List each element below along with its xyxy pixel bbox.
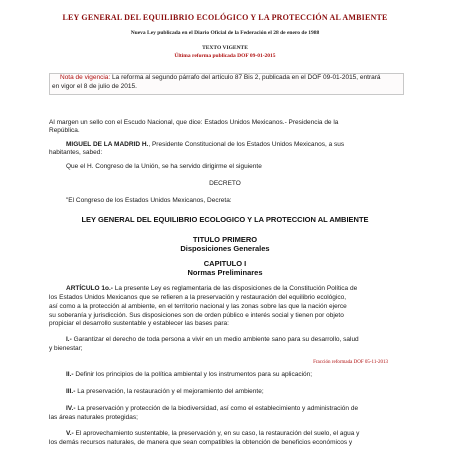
fraction-iii: III.- La preservación, la restauración y el mejoramiento del ambiente; (66, 388, 264, 395)
validity-note-label: Nota de vigencia: (60, 74, 111, 81)
fraction-ii: II.- Definir los principios de la política ambiental y los instrumentos para su aplicación; (66, 371, 313, 378)
article-1-line2: los Estados Unidos Mexicanos que se refieren a la preservación y restauración del equilibrio ecológico, (49, 294, 346, 301)
president-line2: habitantes, sabed: (49, 149, 103, 156)
decree-line: "El Congreso de los Estados Unidos Mexicanos, Decreta: (66, 197, 232, 204)
law-heading: LEY GENERAL DEL EQUILIBRIO ECOLOGICO Y LA PROTECCION AL AMBIENTE (81, 215, 369, 224)
titulo-heading: TITULO PRIMERO (192, 235, 258, 244)
capitulo-heading: CAPITULO I (203, 259, 247, 268)
texto-vigente: TEXTO VIGENTE (202, 45, 248, 51)
seal-line2: República. (49, 127, 80, 134)
fraction-iv-label: IV.- (66, 405, 76, 412)
president-name: MIGUEL DE LA MADRID H. (66, 141, 149, 148)
congress-line: Que el H. Congreso de la Unión, se ha servido dirigirme el siguiente (66, 163, 262, 170)
fraction-ii-label: II.- (66, 371, 74, 378)
fraction-v-line1: V.- El aprovechamiento sustentable, la preservación y, en su caso, la restauración del suelo, el agua y (66, 430, 360, 437)
fraction-i-line2: y bienestar; (49, 345, 83, 352)
validity-note-line2: en vigor el 8 de julio de 2015. (52, 83, 137, 90)
fraction-v-label: V.- (66, 430, 74, 437)
fraction-iv-line2: las áreas naturales protegidas; (49, 414, 138, 421)
fraction-v-line2: los demás recursos naturales, de manera que sean compatibles la obtención de beneficios económicos y (49, 439, 353, 446)
article-1-line3: así como a la protección al ambiente, en el territorio nacional y las zonas sobre las que la nación ejerce (49, 303, 347, 310)
decreto-heading: DECRETO (209, 180, 241, 187)
last-reform: Última reforma publicada DOF 09-01-2015 (174, 53, 276, 59)
article-1-line1: ARTÍCULO 1o.- La presente Ley es reglamentaria de las disposiciones de la Constitución Política de (66, 285, 358, 292)
article-1-line4: su soberanía y jurisdicción. Sus disposiciones son de orden público e interés social y tienen por objeto (49, 312, 344, 319)
president-line1: MIGUEL DE LA MADRID H., Presidente Constitucional de los Estados Unidos Mexicanos, a sus (66, 141, 345, 148)
fraction-i-label: I.- (66, 336, 72, 343)
capitulo-subheading: Normas Preliminares (187, 268, 263, 277)
validity-note-line1: Nota de vigencia: La reforma al segundo párrafo del artículo 87 Bis 2, publicada en el DOF 09-01-2015, entrará (60, 74, 381, 81)
fraction-iii-label: III.- (66, 388, 76, 395)
fraction-i-line1: I.- Garantizar el derecho de toda persona a vivir en un medio ambiente sano para su desarrollo, salud (66, 336, 359, 343)
article-1-line5: propiciar el desarrollo sustentable y establecer las bases para: (49, 320, 229, 327)
titulo-subheading: Disposiciones Generales (180, 244, 270, 253)
publication-line: Nueva Ley publicada en el Diario Oficial de la Federación el 28 de enero de 1988 (130, 30, 320, 36)
seal-line1: Al margen un sello con el Escudo Nacional, que dice: Estados Unidos Mexicanos.- Presidencia de la (49, 119, 339, 126)
document-title: LEY GENERAL DEL EQUILIBRIO ECOLÓGICO Y LA PROTECCIÓN AL AMBIENTE (62, 13, 388, 22)
article-1-label: ARTÍCULO 1o.- (66, 285, 113, 292)
fraction-iv-line1: IV.- La preservación y protección de la biodiversidad, así como el establecimiento y administración de (66, 405, 359, 412)
fraction-i-reform-note: Fracción reformada DOF 05-11-2013 (313, 360, 388, 365)
